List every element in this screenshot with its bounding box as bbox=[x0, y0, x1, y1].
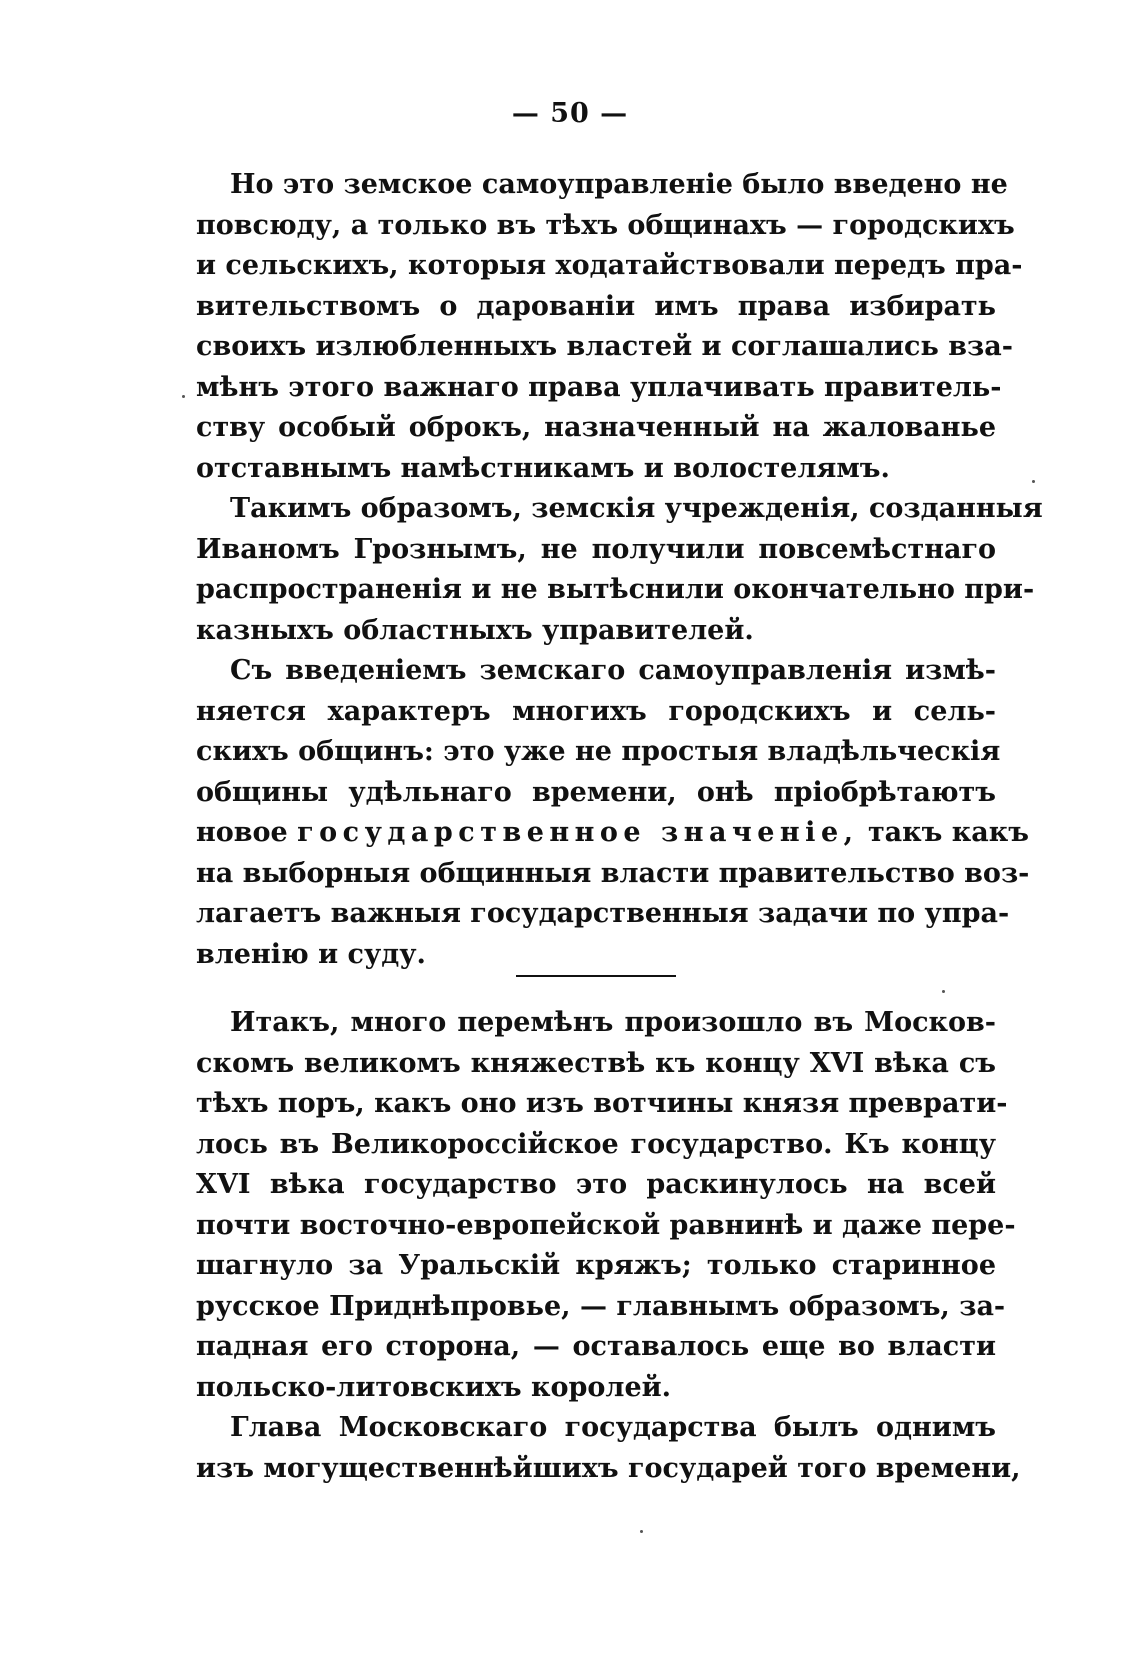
text-line: вительствомъ о дарованіи имъ права избирать bbox=[196, 290, 996, 322]
scan-speck bbox=[1032, 480, 1035, 483]
text-block-zemstvo bbox=[196, 165, 1043, 975]
text-line: отставнымъ намѣстникамъ и волостелямъ. bbox=[196, 452, 890, 484]
spaced-line-tail: такъ какъ bbox=[867, 817, 1029, 848]
text-block-muscovy bbox=[196, 1003, 1021, 1489]
text-line: скихъ общинъ: это уже не простыя владѣльческія bbox=[196, 736, 1001, 767]
text-line: и сельскихъ, которыя ходатайствовали передъ пра- bbox=[196, 250, 1023, 281]
scan-speck bbox=[640, 1530, 643, 1533]
text-line: няется характеръ многихъ городскихъ и сель- bbox=[196, 695, 996, 727]
text-line: Съ введеніемъ земскаго самоуправленія измѣ- bbox=[230, 655, 996, 686]
text-line: почти восточно-европейской равнинѣ и даже пере- bbox=[196, 1209, 1016, 1241]
text-line: скомъ великомъ княжествѣ къ концу XVI вѣка съ bbox=[196, 1047, 996, 1079]
text-line: Такимъ образомъ, земскія учрежденія, созданныя bbox=[230, 493, 1043, 524]
spaced-emphasis: государственное значеніе, bbox=[297, 817, 859, 848]
text-line: тѣхъ поръ, какъ оно изъ вотчины князя преврати- bbox=[196, 1088, 1008, 1119]
text-line: падная его сторона, — оставалось еще во власти bbox=[196, 1331, 996, 1362]
text-line: мѣнъ этого важнаго права уплачивать правитель- bbox=[196, 371, 1002, 403]
text-line: лагаетъ важныя государственныя задачи по упра- bbox=[196, 898, 1010, 929]
scan-speck bbox=[182, 395, 185, 398]
text-line: общины удѣльнаго времени, онѣ пріобрѣтаютъ bbox=[196, 776, 996, 808]
text-line: изъ могущественнѣйшихъ государей того времени, bbox=[196, 1452, 1021, 1484]
text-line: Иваномъ Грознымъ, не получили повсемѣстнаго bbox=[196, 533, 996, 565]
text-line: повсюду, а только въ тѣхъ общинахъ — городскихъ bbox=[196, 209, 1015, 241]
text-line: польско-литовскихъ королей. bbox=[196, 1371, 672, 1403]
text-line: Глава Московскаго государства былъ однимъ bbox=[230, 1412, 996, 1443]
text-line: Но это земское самоуправленіе было введено не bbox=[230, 169, 1008, 200]
text-line: лось въ Великороссійское государство. Къ концу bbox=[196, 1128, 996, 1160]
spaced-line-head: новое bbox=[196, 817, 288, 848]
text-line-spaced bbox=[196, 813, 1029, 854]
text-line: ству особый оброкъ, назначенный на жалованье bbox=[196, 412, 996, 443]
text-line: XVI вѣка государство это раскинулось на всей bbox=[196, 1169, 996, 1200]
text-line: вленію и суду. bbox=[196, 938, 426, 970]
text-line: Итакъ, много перемѣнъ произошло въ Москов- bbox=[230, 1007, 996, 1038]
text-line: распространенія и не вытѣснили окончательно при- bbox=[196, 574, 1035, 605]
text-line: своихъ излюбленныхъ властей и соглашались вза- bbox=[196, 331, 1013, 362]
scan-speck bbox=[942, 990, 945, 993]
page-number: — 50 — bbox=[511, 98, 629, 129]
text-line: на выборныя общинныя власти правительство воз- bbox=[196, 857, 1030, 889]
text-line: казныхъ областныхъ управителей. bbox=[196, 614, 754, 646]
section-separator bbox=[516, 975, 676, 977]
text-line: шагнуло за Уральскій кряжъ; только старинное bbox=[196, 1250, 996, 1281]
text-line: русское Приднѣпровье, — главнымъ образомъ, за- bbox=[196, 1290, 1006, 1322]
